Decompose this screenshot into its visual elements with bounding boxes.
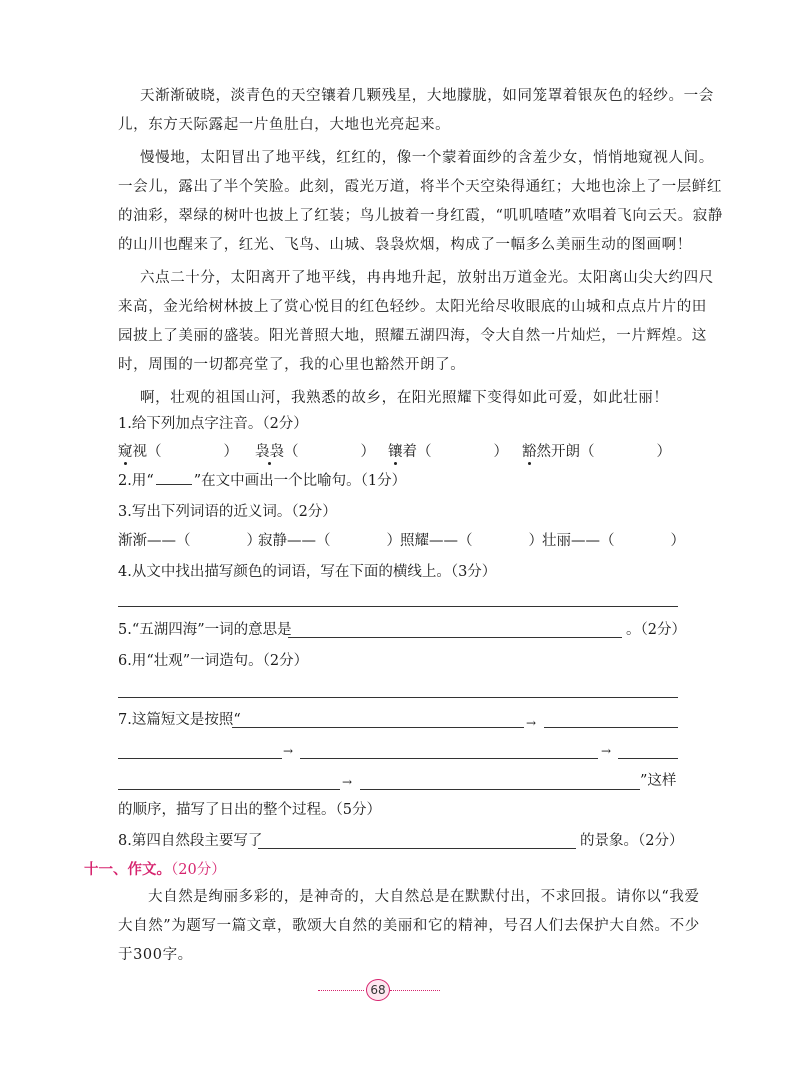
passage-p2-line1: 慢慢地，太阳冒出了地平线，红红的，像一个蒙着面纱的含羞少女，悄悄地窥视人间。	[140, 150, 714, 166]
q7-blank-7[interactable]	[360, 789, 640, 790]
section11-score: （20分）	[171, 862, 226, 878]
q2: 2.用“ ”在文中画出一个比喻句。（1分）	[118, 473, 407, 489]
q5-text: 5.“五湖四海”一词的意思是	[118, 622, 292, 638]
q7-blank-4[interactable]	[300, 758, 598, 759]
passage-p3-line3: 园披上了美丽的盛装。阳光普照大地，照耀五湖四海，令大自然一片灿烂，一片辉煌。这	[118, 328, 707, 344]
page-number: 68	[366, 979, 390, 1001]
passage-p3-line2: 来高，金光给树林披上了赏心悦目的红色轻纱。太阳光给尽收眼底的山城和点点片片的田	[118, 299, 707, 315]
q7-blank-5[interactable]	[618, 758, 678, 759]
passage-p3-line1: 六点二十分，太阳离开了地平线，冉冉地升起，放射出万道金光。太阳离山尖大约四尺	[140, 270, 714, 286]
q7-blank-6[interactable]	[118, 789, 340, 790]
footer-rule-right	[390, 990, 440, 991]
q1-item-3: 镶着（ ）	[388, 444, 508, 460]
q3-item-3: 照耀——（ ）	[400, 533, 543, 549]
passage-p3-line4: 时，周围的一切都亮堂了，我的心里也豁然开朗了。	[118, 357, 466, 373]
q1-item-1: 窥视（ ）	[118, 444, 238, 460]
q5-score: 。（2分）	[626, 622, 686, 638]
q7-arrow-1: →	[526, 716, 537, 730]
passage-p1-line1: 天渐渐破晓，淡青色的天空镶着几颗残星，大地朦胧，如同笼罩着银灰色的轻纱。一会	[140, 88, 714, 104]
q7-text: 7.这篇短文是按照“	[118, 712, 241, 728]
passage-p2-line4: 的山川也醒来了，红光、飞鸟、山城、袅袅炊烟，构成了一幅多么美丽生动的图画啊！	[118, 237, 692, 253]
q8-answer-line[interactable]	[258, 848, 576, 849]
q8-text: 8.第四自然段主要写了	[118, 833, 263, 849]
section11-line1: 大自然是绚丽多彩的，是神奇的，大自然总是在默默付出，不求回报。请你以“我爱	[148, 889, 700, 905]
q7-arrow-4: →	[342, 775, 353, 789]
q7-last-line: 的顺序，描写了日出的整个过程。（5分）	[118, 802, 381, 818]
section11-line2: 大自然”为题写一篇文章，歌颂大自然的美丽和它的精神，号召人们去保护大自然。不少	[118, 918, 700, 934]
q7-arrow-3: →	[601, 744, 612, 758]
q3-item-4: 壮丽——（ ）	[542, 533, 685, 549]
q1-title: 1.给下列加点字注音。（2分）	[118, 416, 308, 432]
q2-line-sample	[156, 472, 192, 485]
q3-item-2: 寂静——（ ）	[258, 533, 401, 549]
q7-end-quote: ”这样	[640, 773, 677, 789]
passage-p1-line2: 儿，东方天际露起一片鱼肚白，大地也光亮起来。	[118, 117, 451, 133]
q1-item-4: 豁然开朗（ ）	[522, 444, 671, 460]
footer-rule-left	[318, 990, 364, 991]
section11-line3: 于300字。	[118, 947, 193, 963]
q3-title: 3.写出下列词语的近义词。（2分）	[118, 504, 337, 520]
q7-blank-2[interactable]	[544, 727, 678, 728]
q7-blank-1[interactable]	[232, 727, 524, 728]
q6-answer-line[interactable]	[118, 697, 678, 698]
q1-item-2: 袅袅（ ）	[255, 444, 375, 460]
q3-item-1: 渐渐——（ ）	[118, 533, 261, 549]
q8-score: 的景象。（2分）	[580, 833, 684, 849]
q4-title: 4.从文中找出描写颜色的词语，写在下面的横线上。（3分）	[118, 564, 497, 580]
passage-p2-line3: 的油彩，翠绿的树叶也披上了红装；鸟儿披着一身红霞，“叽叽喳喳”欢唱着飞向云天。寂静	[118, 208, 723, 224]
q7-arrow-2: →	[283, 744, 294, 758]
section11-heading	[84, 860, 226, 880]
q6-title: 6.用“壮观”一词造句。（2分）	[118, 653, 309, 669]
q7-blank-3[interactable]	[118, 758, 282, 759]
passage-p2-line2: 一会儿，露出了半个笑脸。此刻，霞光万道，将半个天空染得通红；大地也涂上了一层鲜红	[118, 179, 722, 195]
section11-title: 十一、作文。	[84, 861, 171, 878]
q4-answer-line[interactable]	[118, 606, 678, 607]
passage-p4: 啊，壮观的祖国山河，我熟悉的故乡，在阳光照耀下变得如此可爱，如此壮丽！	[140, 390, 669, 406]
q5-answer-line[interactable]	[288, 637, 622, 638]
